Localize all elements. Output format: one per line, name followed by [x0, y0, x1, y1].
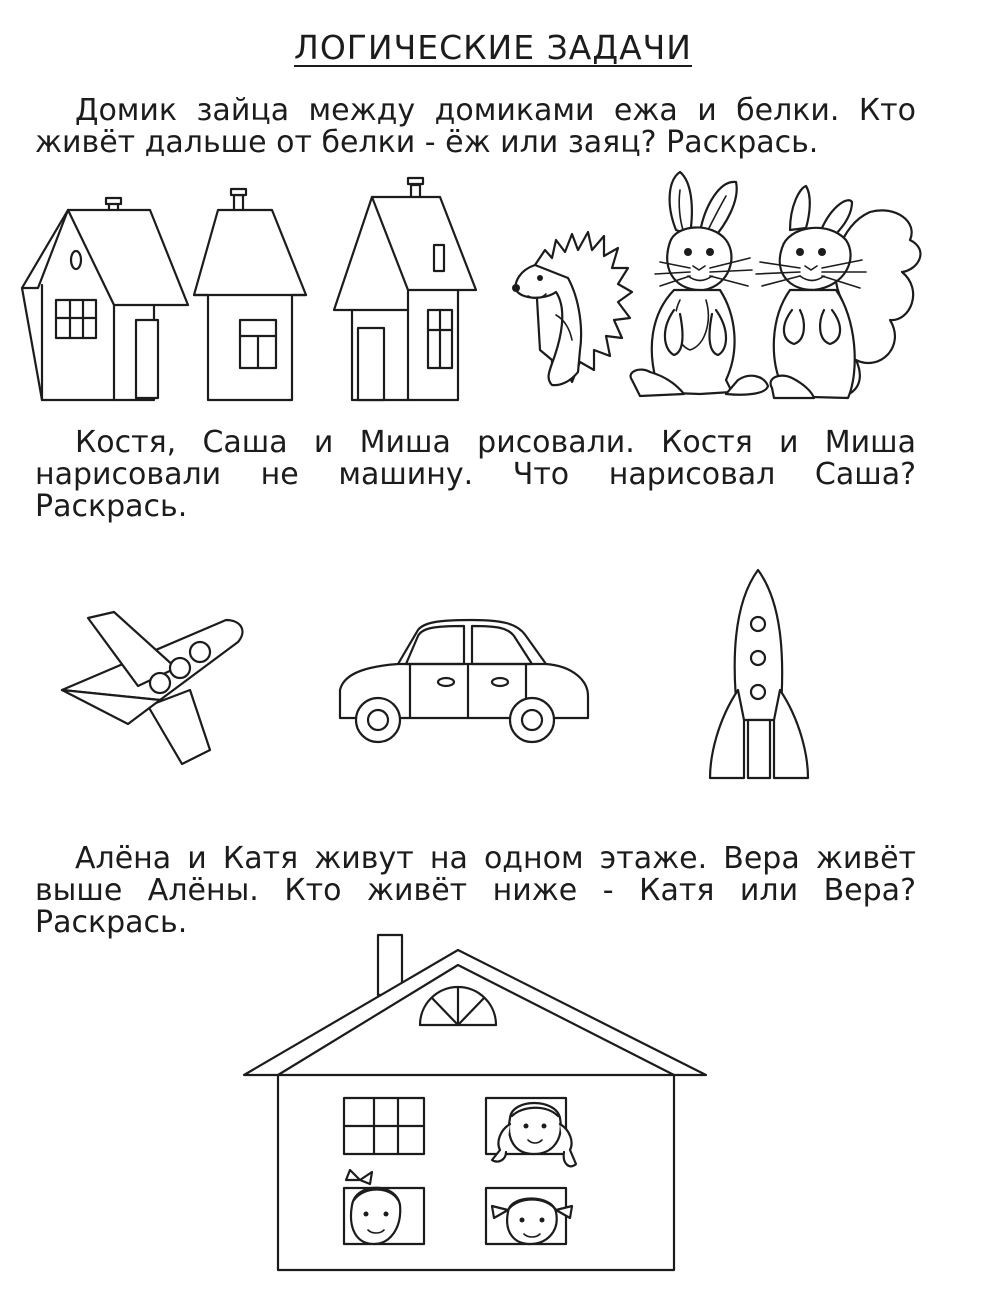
house-icon: [334, 178, 476, 400]
house-icon: [22, 198, 188, 400]
hare-icon: [631, 172, 768, 396]
rocket-icon: [710, 570, 808, 778]
car-icon: [340, 620, 588, 742]
hedgehog-icon: [512, 232, 632, 385]
task-3-text: Алёна и Катя живут на одном этаже. Вера живёт выше Алёны. Кто живёт ниже - Катя или Вера? Раскрась.: [35, 841, 916, 940]
apartment-house-icon: [244, 935, 706, 1270]
page-title: ЛОГИЧЕСКИЕ ЗАДАЧИ: [294, 28, 692, 67]
squirrel-icon: [756, 186, 920, 398]
task-2-text: Костя, Саша и Миша рисовали. Костя и Миша нарисовали не машину. Что нарисовал Саша? Раскрась.: [35, 425, 916, 524]
airplane-icon: [62, 612, 242, 764]
task-1-text: Домик зайца между домиками ежа и белки. Кто живёт дальше от белки - ёж или заяц? Раскрась.: [35, 93, 916, 160]
house-icon: [194, 189, 306, 400]
